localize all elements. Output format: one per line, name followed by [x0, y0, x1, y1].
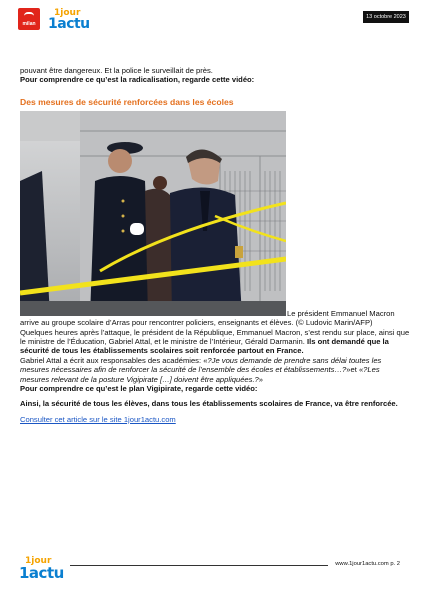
photo-caption: arrive au groupe scolaire d’Arras pour rencontrer policiers, enseignants et élèves. (© Ludovic Marin/AFP) — [20, 318, 373, 328]
macron-photo-illustration — [20, 111, 286, 316]
footer-divider — [70, 565, 328, 566]
attal-paragraph — [20, 356, 410, 384]
footer-logo-top: 1jour — [25, 556, 52, 566]
footer-page-info: www.1jour1actu.com p. 2 — [335, 561, 400, 567]
attal-close: » — [258, 374, 264, 384]
visit-bold-text: Ils ont demandé que la sécurité de tous les établissements scolaires soit renforcée partout en France. — [20, 337, 389, 356]
macron-photo — [20, 111, 286, 316]
visit-paragraph — [20, 328, 410, 356]
attal-intro: Gabriel Attal a écrit aux responsables des académies: « — [20, 355, 208, 365]
logo-bottom-text: 1actu — [48, 16, 90, 32]
video-prompt-radicalisation: Pour comprendre ce qu’est la radicalisation, regarde cette vidéo: — [20, 75, 255, 85]
article-link[interactable]: Consulter cet article sur le site 1jour1actu.com — [20, 414, 176, 424]
footer-logo — [19, 556, 67, 582]
intro-paragraph: pouvant être dangereux. Et la police le surveillait de près. — [20, 66, 213, 75]
milan-logo — [18, 8, 40, 30]
attal-between: »et « — [346, 365, 364, 375]
footer-logo-bottom: 1actu — [19, 564, 64, 582]
logo-top-text: 1jour — [54, 8, 81, 18]
attal-quote-2: ?Les mesures relevant de la posture Vigipirate […] doivent être appliquées.? — [20, 365, 380, 384]
attal-quote-1: ?Je vous demande de prendre sans délai toutes les mesures nécessaires afin de renforcer la sécurité de l’ensemble des écoles et établissements…? — [20, 355, 382, 375]
photo-block — [20, 111, 410, 318]
section-title: Des mesures de sécurité renforcées dans les écoles — [20, 96, 234, 107]
conclusion-paragraph: Ainsi, la sécurité de tous les élèves, dans tous les établissements scolaires de France, va être renforcée. — [20, 399, 398, 409]
milan-logo-mark — [24, 12, 34, 22]
date-badge: 13 octobre 2023 — [363, 11, 409, 23]
1jour1actu-logo — [48, 8, 92, 32]
article-body — [20, 66, 410, 424]
video-prompt-vigipirate: Pour comprendre ce qu’est le plan Vigipirate, regarde cette vidéo: — [20, 384, 258, 394]
photo-caption-start: Le président Emmanuel Macron — [287, 308, 395, 318]
milan-logo-text: milan — [22, 21, 36, 27]
visit-text: Quelques heures après l’attaque, le président de la République, Emmanuel Macron, s’est rendu sur place, ainsi que le ministre de l’Éducation, Gabriel Attal, et le ministre de l’Intérieur, Gérald Darmanin. — [20, 327, 410, 347]
